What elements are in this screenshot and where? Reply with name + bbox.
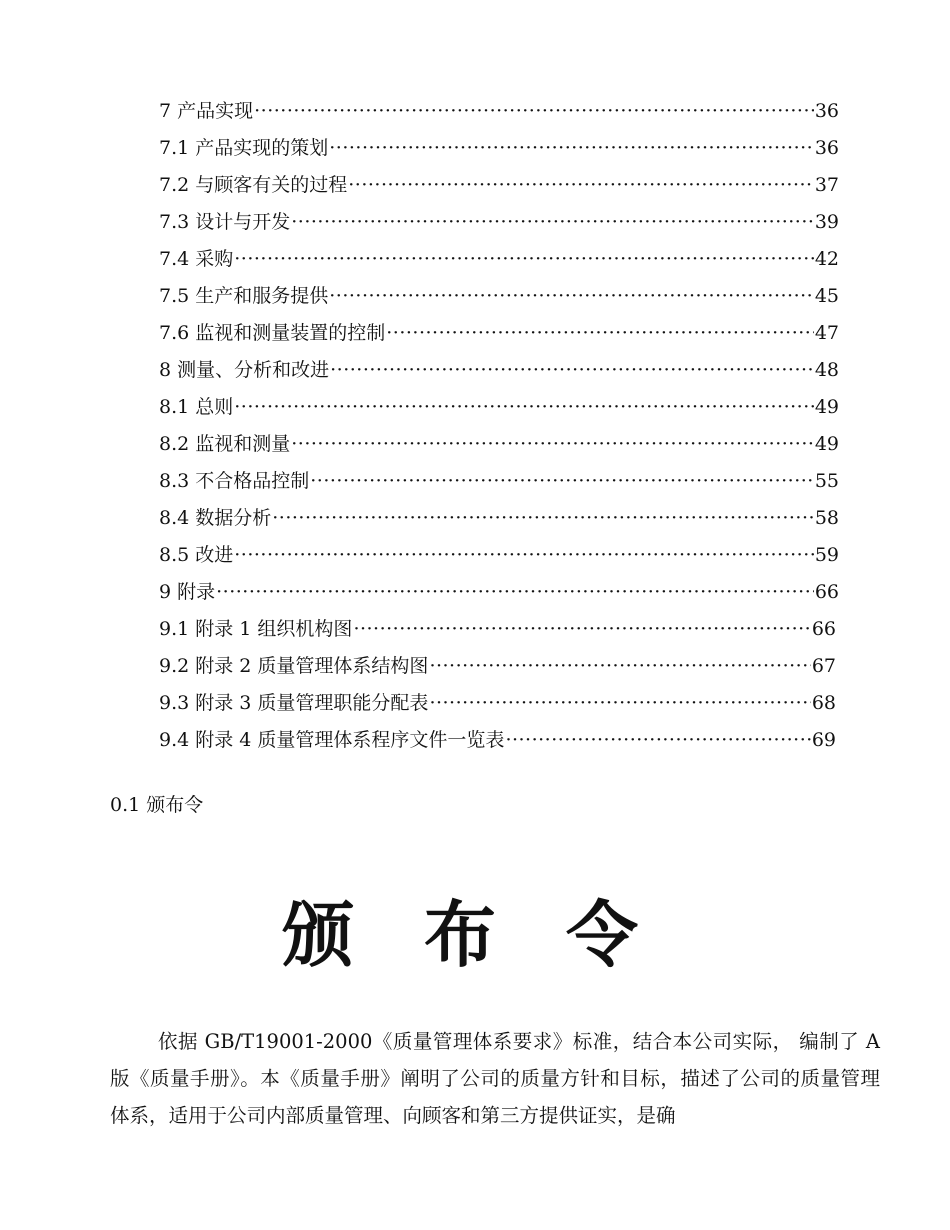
toc-entry-page: 42	[814, 248, 839, 270]
toc-entry[interactable]	[159, 244, 839, 281]
toc-entry-page: 49	[814, 396, 839, 418]
section-heading: 0.1 颁布令	[110, 794, 204, 816]
toc-entry[interactable]	[159, 429, 839, 466]
toc-entry-label: 7.3 设计与开发	[159, 211, 291, 233]
toc-entry[interactable]	[159, 207, 839, 244]
toc-entry-page: 68	[811, 692, 836, 714]
toc-leader-dots	[216, 577, 814, 607]
toc-entry-label: 8 测量、分析和改进	[159, 359, 330, 381]
toc-leader-dots	[254, 96, 814, 126]
toc-entry[interactable]	[159, 133, 839, 170]
toc-entry-label: 9.3 附录 3 质量管理职能分配表	[159, 692, 429, 714]
toc-leader-dots	[353, 614, 810, 644]
toc-entry-page: 36	[814, 137, 839, 159]
toc-entry[interactable]	[159, 725, 836, 762]
toc-entry[interactable]	[159, 688, 836, 725]
toc-entry-page: 67	[811, 655, 836, 677]
toc-entry-label: 8.3 不合格品控制	[159, 470, 310, 492]
toc-entry-page: 48	[814, 359, 839, 381]
toc-leader-dots	[348, 170, 814, 200]
toc-entry-label: 7.4 采购	[159, 248, 234, 270]
toc-entry-label: 8.5 改进	[159, 544, 234, 566]
toc-leader-dots	[330, 355, 814, 385]
toc-entry-label: 9 附录	[159, 581, 216, 603]
toc-leader-dots	[234, 540, 814, 570]
toc-entry-label: 8.1 总则	[159, 396, 234, 418]
toc-leader-dots	[505, 725, 810, 755]
toc-leader-dots	[234, 392, 814, 422]
toc-entry-page: 39	[814, 211, 839, 233]
toc-entry[interactable]	[159, 318, 839, 355]
table-of-contents	[159, 96, 839, 762]
toc-leader-dots	[386, 318, 814, 348]
toc-entry-page: 55	[814, 470, 839, 492]
body-paragraph: 依据 GB/T19001-2000《质量管理体系要求》标准，结合本公司实际， 编制了 A 版《质量手册》。本《质量手册》阐明了公司的质量方针和目标，描述了公司的质量管理体系，适用于公司内部质量管理、向顾客和第三方提供证实，是确	[110, 1030, 880, 1127]
toc-entry[interactable]	[159, 577, 839, 614]
toc-entry[interactable]	[159, 540, 839, 577]
toc-leader-dots	[310, 466, 814, 496]
toc-entry[interactable]	[159, 355, 839, 392]
toc-entry-label: 7.1 产品实现的策划	[159, 137, 329, 159]
toc-entry-page: 58	[814, 507, 839, 529]
toc-entry-label: 7 产品实现	[159, 100, 254, 122]
toc-leader-dots	[429, 651, 810, 681]
toc-entry-page: 49	[814, 433, 839, 455]
toc-entry-label: 7.5 生产和服务提供	[159, 285, 329, 307]
toc-leader-dots	[291, 207, 814, 237]
toc-entry[interactable]	[159, 466, 839, 503]
toc-entry-label: 8.4 数据分析	[159, 507, 272, 529]
toc-leader-dots	[329, 133, 814, 163]
toc-entry-page: 66	[814, 581, 839, 603]
toc-entry-label: 7.6 监视和测量装置的控制	[159, 322, 386, 344]
toc-leader-dots	[429, 688, 810, 718]
toc-entry[interactable]	[159, 96, 839, 133]
toc-entry[interactable]	[159, 281, 839, 318]
toc-entry-page: 47	[814, 322, 839, 344]
toc-entry-page: 36	[814, 100, 839, 122]
decree-title: 颁布令	[281, 892, 708, 977]
toc-leader-dots	[291, 429, 814, 459]
toc-leader-dots	[272, 503, 814, 533]
toc-entry-page: 59	[814, 544, 839, 566]
toc-entry[interactable]	[159, 651, 836, 688]
toc-entry[interactable]	[159, 392, 839, 429]
toc-entry-label: 9.1 附录 1 组织机构图	[159, 618, 353, 640]
toc-leader-dots	[329, 281, 814, 311]
toc-entry[interactable]	[159, 503, 839, 540]
toc-entry-page: 66	[811, 618, 836, 640]
toc-entry[interactable]	[159, 170, 839, 207]
toc-entry-label: 7.2 与顾客有关的过程	[159, 174, 348, 196]
toc-entry-page: 37	[814, 174, 839, 196]
toc-entry-label: 8.2 监视和测量	[159, 433, 291, 455]
toc-entry-page: 45	[814, 285, 839, 307]
toc-entry[interactable]	[159, 614, 836, 651]
toc-leader-dots	[234, 244, 814, 274]
toc-entry-label: 9.2 附录 2 质量管理体系结构图	[159, 655, 429, 677]
toc-entry-page: 69	[811, 729, 836, 751]
toc-entry-label: 9.4 附录 4 质量管理体系程序文件一览表	[159, 729, 505, 751]
